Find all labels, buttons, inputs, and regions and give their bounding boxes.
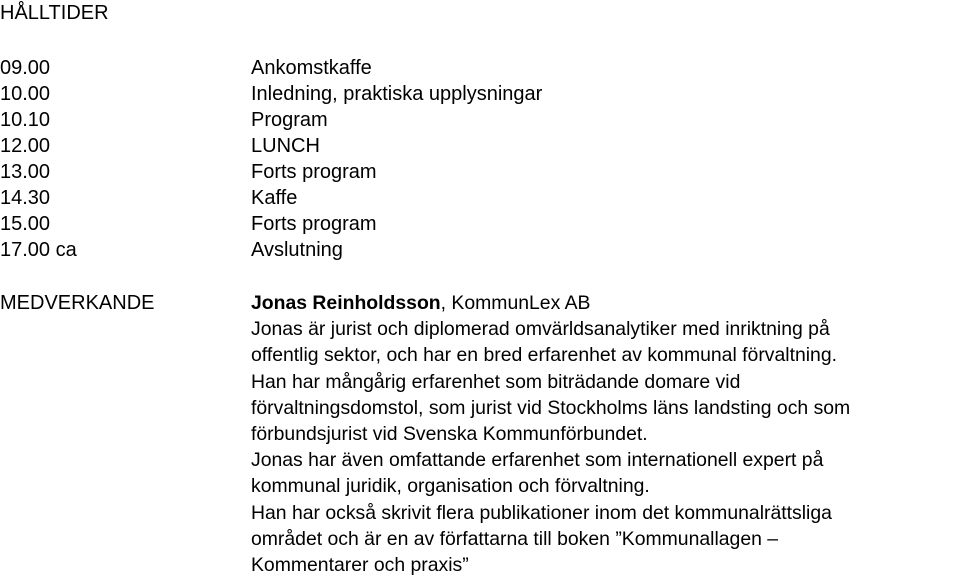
speaker-bio [251, 290, 960, 578]
bio-line: förbundsjurist vid Svenska Kommunförbundet. [251, 423, 648, 446]
schedule-row [0, 211, 960, 237]
participants-label: MEDVERKANDE [0, 292, 155, 314]
schedule-activity: LUNCH [251, 135, 320, 157]
schedule-row [0, 185, 960, 211]
schedule-activity: Avslutning [251, 239, 343, 261]
schedule-row [0, 237, 960, 263]
schedule-activity: Ankomstkaffe [251, 57, 372, 79]
schedule-activity: Program [251, 109, 328, 131]
speaker-org: , KommunLex AB [440, 292, 591, 314]
schedule-time: 17.00 ca [0, 239, 77, 261]
schedule-time: 14.30 [0, 187, 51, 209]
bio-line: Han har mångårig erfarenhet som biträdande domare vid [251, 370, 741, 393]
bio-line: offentlig sektor, och har en bred erfarenhet av kommunal förvaltning. [251, 344, 838, 367]
bio-line: förvaltningsdomstol, som jurist vid Stockholms läns landsting och som [251, 396, 851, 419]
bio-line: Kommentarer och praxis” [251, 554, 469, 577]
bio-line: kommunal juridik, organisation och förvaltning. [251, 475, 650, 498]
page-heading: HÅLLTIDER [0, 2, 109, 24]
schedule-time: 10.10 [0, 109, 51, 131]
bio-line: Jonas är jurist och diplomerad omvärldsanalytiker med inriktning på [251, 318, 830, 341]
schedule-activity: Forts program [251, 161, 377, 183]
schedule-row [0, 133, 960, 159]
schedule-row [0, 81, 960, 107]
bio-line: Han har också skrivit flera publikationer inom det kommunalrättsliga [251, 501, 832, 524]
schedule-time: 13.00 [0, 161, 51, 183]
bio-line: Jonas har även omfattande erfarenhet som internationell expert på [251, 449, 824, 472]
bio-line: området och är en av författarna till boken ”Kommunallagen – [251, 527, 779, 550]
schedule-row [0, 107, 960, 133]
schedule-list [0, 55, 960, 263]
schedule-row [0, 55, 960, 81]
schedule-time: 09.00 [0, 57, 51, 79]
schedule-time: 15.00 [0, 213, 51, 235]
schedule-activity: Inledning, praktiska upplysningar [251, 83, 543, 105]
schedule-activity: Forts program [251, 213, 377, 235]
schedule-time: 12.00 [0, 135, 51, 157]
speaker-name: Jonas Reinholdsson [251, 292, 441, 314]
schedule-activity: Kaffe [251, 187, 298, 209]
schedule-row [0, 159, 960, 185]
schedule-time: 10.00 [0, 83, 51, 105]
speaker-heading [251, 290, 960, 316]
